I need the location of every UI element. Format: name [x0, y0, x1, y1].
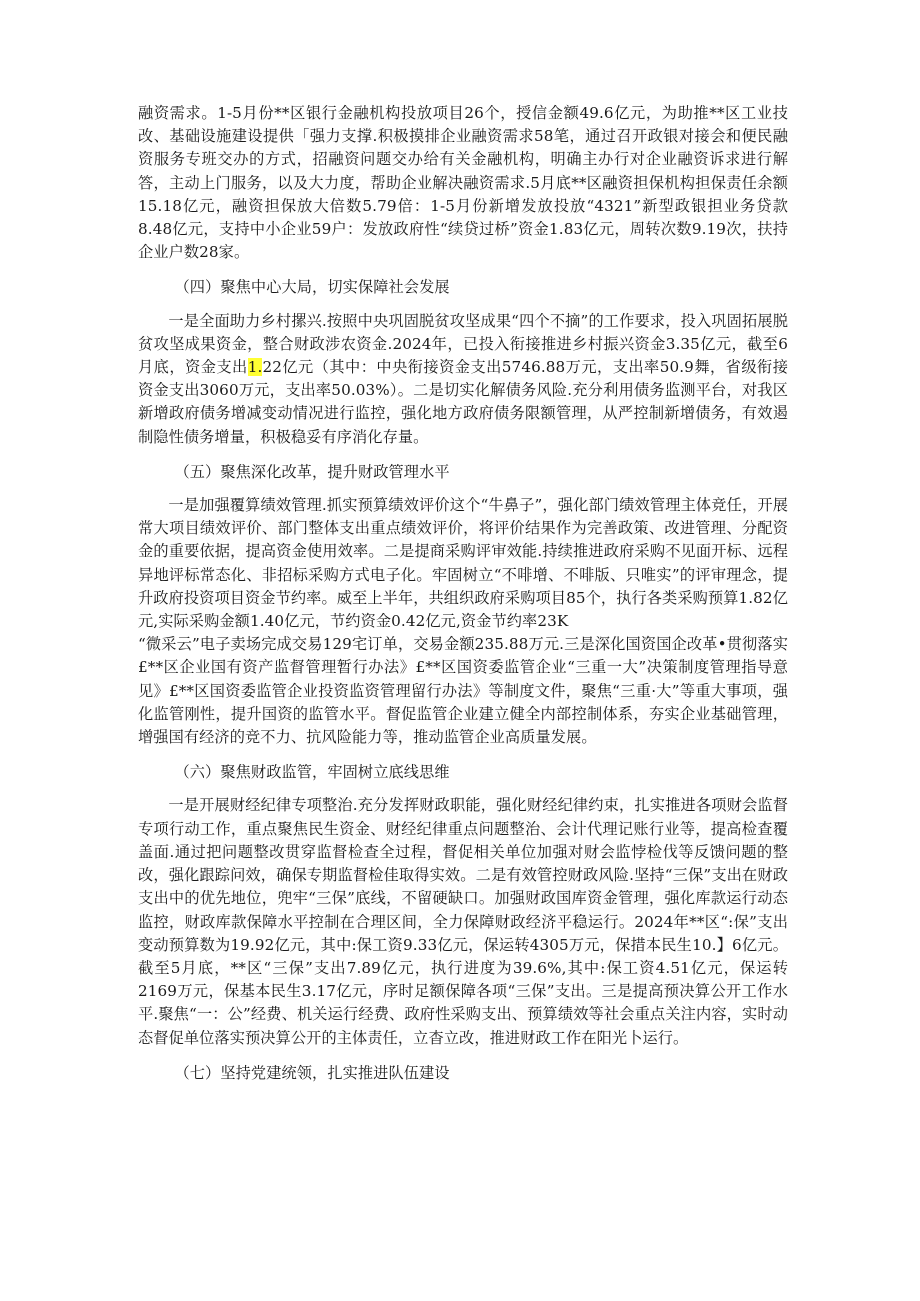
- section-heading-7: （七）坚持党建统领，扎实推进队伍建设: [174, 1063, 450, 1082]
- paragraph-state-assets: “微采云”电子卖场完成交易129宅订单，交易金额235.88万元.三是深化国资国企改革•贯彻落实£**区企业国有资产监督管理暂行办法》£**区国资委监管企业“三重一大”决策制度管理指导意见》£**区国资委监管企业投资监资管理留行办法》等制度文件，聚焦“三重·大”等重大事项，强化监管刚性，提升国资的监管水平。督促监管企业建立健全内部控制体系，夯实企业基础管理，增强国有经济的竞不力、抗风险能力等，推动监管企业高质量发展。: [138, 635, 788, 747]
- section-heading-5: （五）聚焦深化改革，提升财政管理水平: [174, 462, 450, 481]
- paragraph-rural-revitalization: [138, 310, 788, 449]
- paragraph-text: 一是全面助力乡村摞兴.按照中央巩固脱贫攻坚成果“四个不摘”的工作要求，投入巩固拓展脱贫攻坚成果资金，整合财政涉农资金.2024年，已投入衔接推进乡村振兴资金3.35亿元，截至6月底，资金支出: [138, 311, 788, 377]
- section-heading-6: （六）聚焦财政监管，牢固树立底线思维: [174, 763, 450, 782]
- paragraph-text: 22亿元（其中：中央衔接资金支出5746.88万元，支出率50.9舞，省级衔接资金支出3060万元，支出率50.03%）。二是切实化解债务风险.充分利用债务监测平台，对我区新增政府债务增减变动情况进行监控，强化地方政府债务限额管理，从严控制新增债务，有效遏制隐性债务增量，积极稳妥有序消化存量。: [138, 358, 788, 446]
- paragraph-financing-demand: 融资需求。1-5月份**区银行金融机构投放项目26个，授信金额49.6亿元，为助推**区工业技改、基础设施建设提供「强力支撑.积极摸排企业融资需求58笔，通过召开政银对接会和便民融资服务专班交办的方式，招融资问题交办给有关金融机构，明确主办行对企业融资诉求进行解答，主动上门服务，以及大力度，帮助企业解决融资需求.5月底**区融资担保机构担保责任余额15.18亿元，融资担保放大倍数5.79倍：1-5月份新增发放投放“4321”新型政银担业务贷款8.48亿元，支持中小企业59户：发放政府性“续贷过桥”资金1.83亿元，周转次数9.19次，扶持企业户数28家。: [138, 104, 788, 262]
- document-page: [138, 102, 788, 1095]
- paragraph-fiscal-supervision: 一是开展财经纪律专项整治.充分发挥财政职能，强化财经纪律约束，扎实推进各项财会监督专项行动工作，重点聚焦民生资金、财经纪律重点问题整治、会计代理记账行业等，提高检查覆盖面.通过把问题整改贯穿监督检查全过程，督促相关单位加强对财会监悖检伐等反馈问题的整改，强化跟踪问效，确保专期监督检佳取得实效。二是有效管控财政风险.坚持“三保”支出在财政支出中的优先地位，兜牢“三保”底线，不留硬缺口。加强财政国库资金管理，强化库款运行动态监控，财政库款保障水平控制在合理区间，全力保障财政经济平稳运行。2024年**区“:保”支出变动预算数为19.92亿元，其中:保工资9.33亿元，保运转4305万元，保措本民生10.】6亿元。截至5月底，**区“三保”支出7.89亿元，执行进度为39.6%,其中:保工资4.51亿元，保运转2169万元，保基本民生3.17亿元，序时足额保障各项“三保”支出。三是提高预决算公开工作水平.聚焦“一：公”经费、机关运行经费、政府性采购支出、预算绩效等社会重点关注内容，实时动态督促单位落实预决算公开的主体责任，立杳立改，推进财政工作在阳光卜运行。: [138, 796, 788, 1047]
- paragraph-budget-performance: 一是加强覆算绩效管理.抓实预算绩效评价这个“牛鼻子”，强化部门绩效管理主体竞任，开展常大项目绩效评价、部门整体支出重点绩效评价，将评价结果作为完善政策、改进管理、分配资金的重要依据，提高资金使用效率。二是提商采购评审效能.持续推进政府采购不见面开标、远程异地评标常态化、非招标采购方式电子化。牢固树立“不啡增、不啡版、只唯实”的评审理念，提升政府投资项目资金节约率。威至上半年，共组织政府采购项目85个，执行各类采购预算1.82亿元,实际采购金额1.40亿元，节约资金0.42亿元,资金节约率23K: [138, 496, 788, 631]
- highlighted-text: 1.: [247, 358, 263, 377]
- section-heading-4: （四）聚焦中心大局，切实保障社会发展: [174, 278, 450, 297]
